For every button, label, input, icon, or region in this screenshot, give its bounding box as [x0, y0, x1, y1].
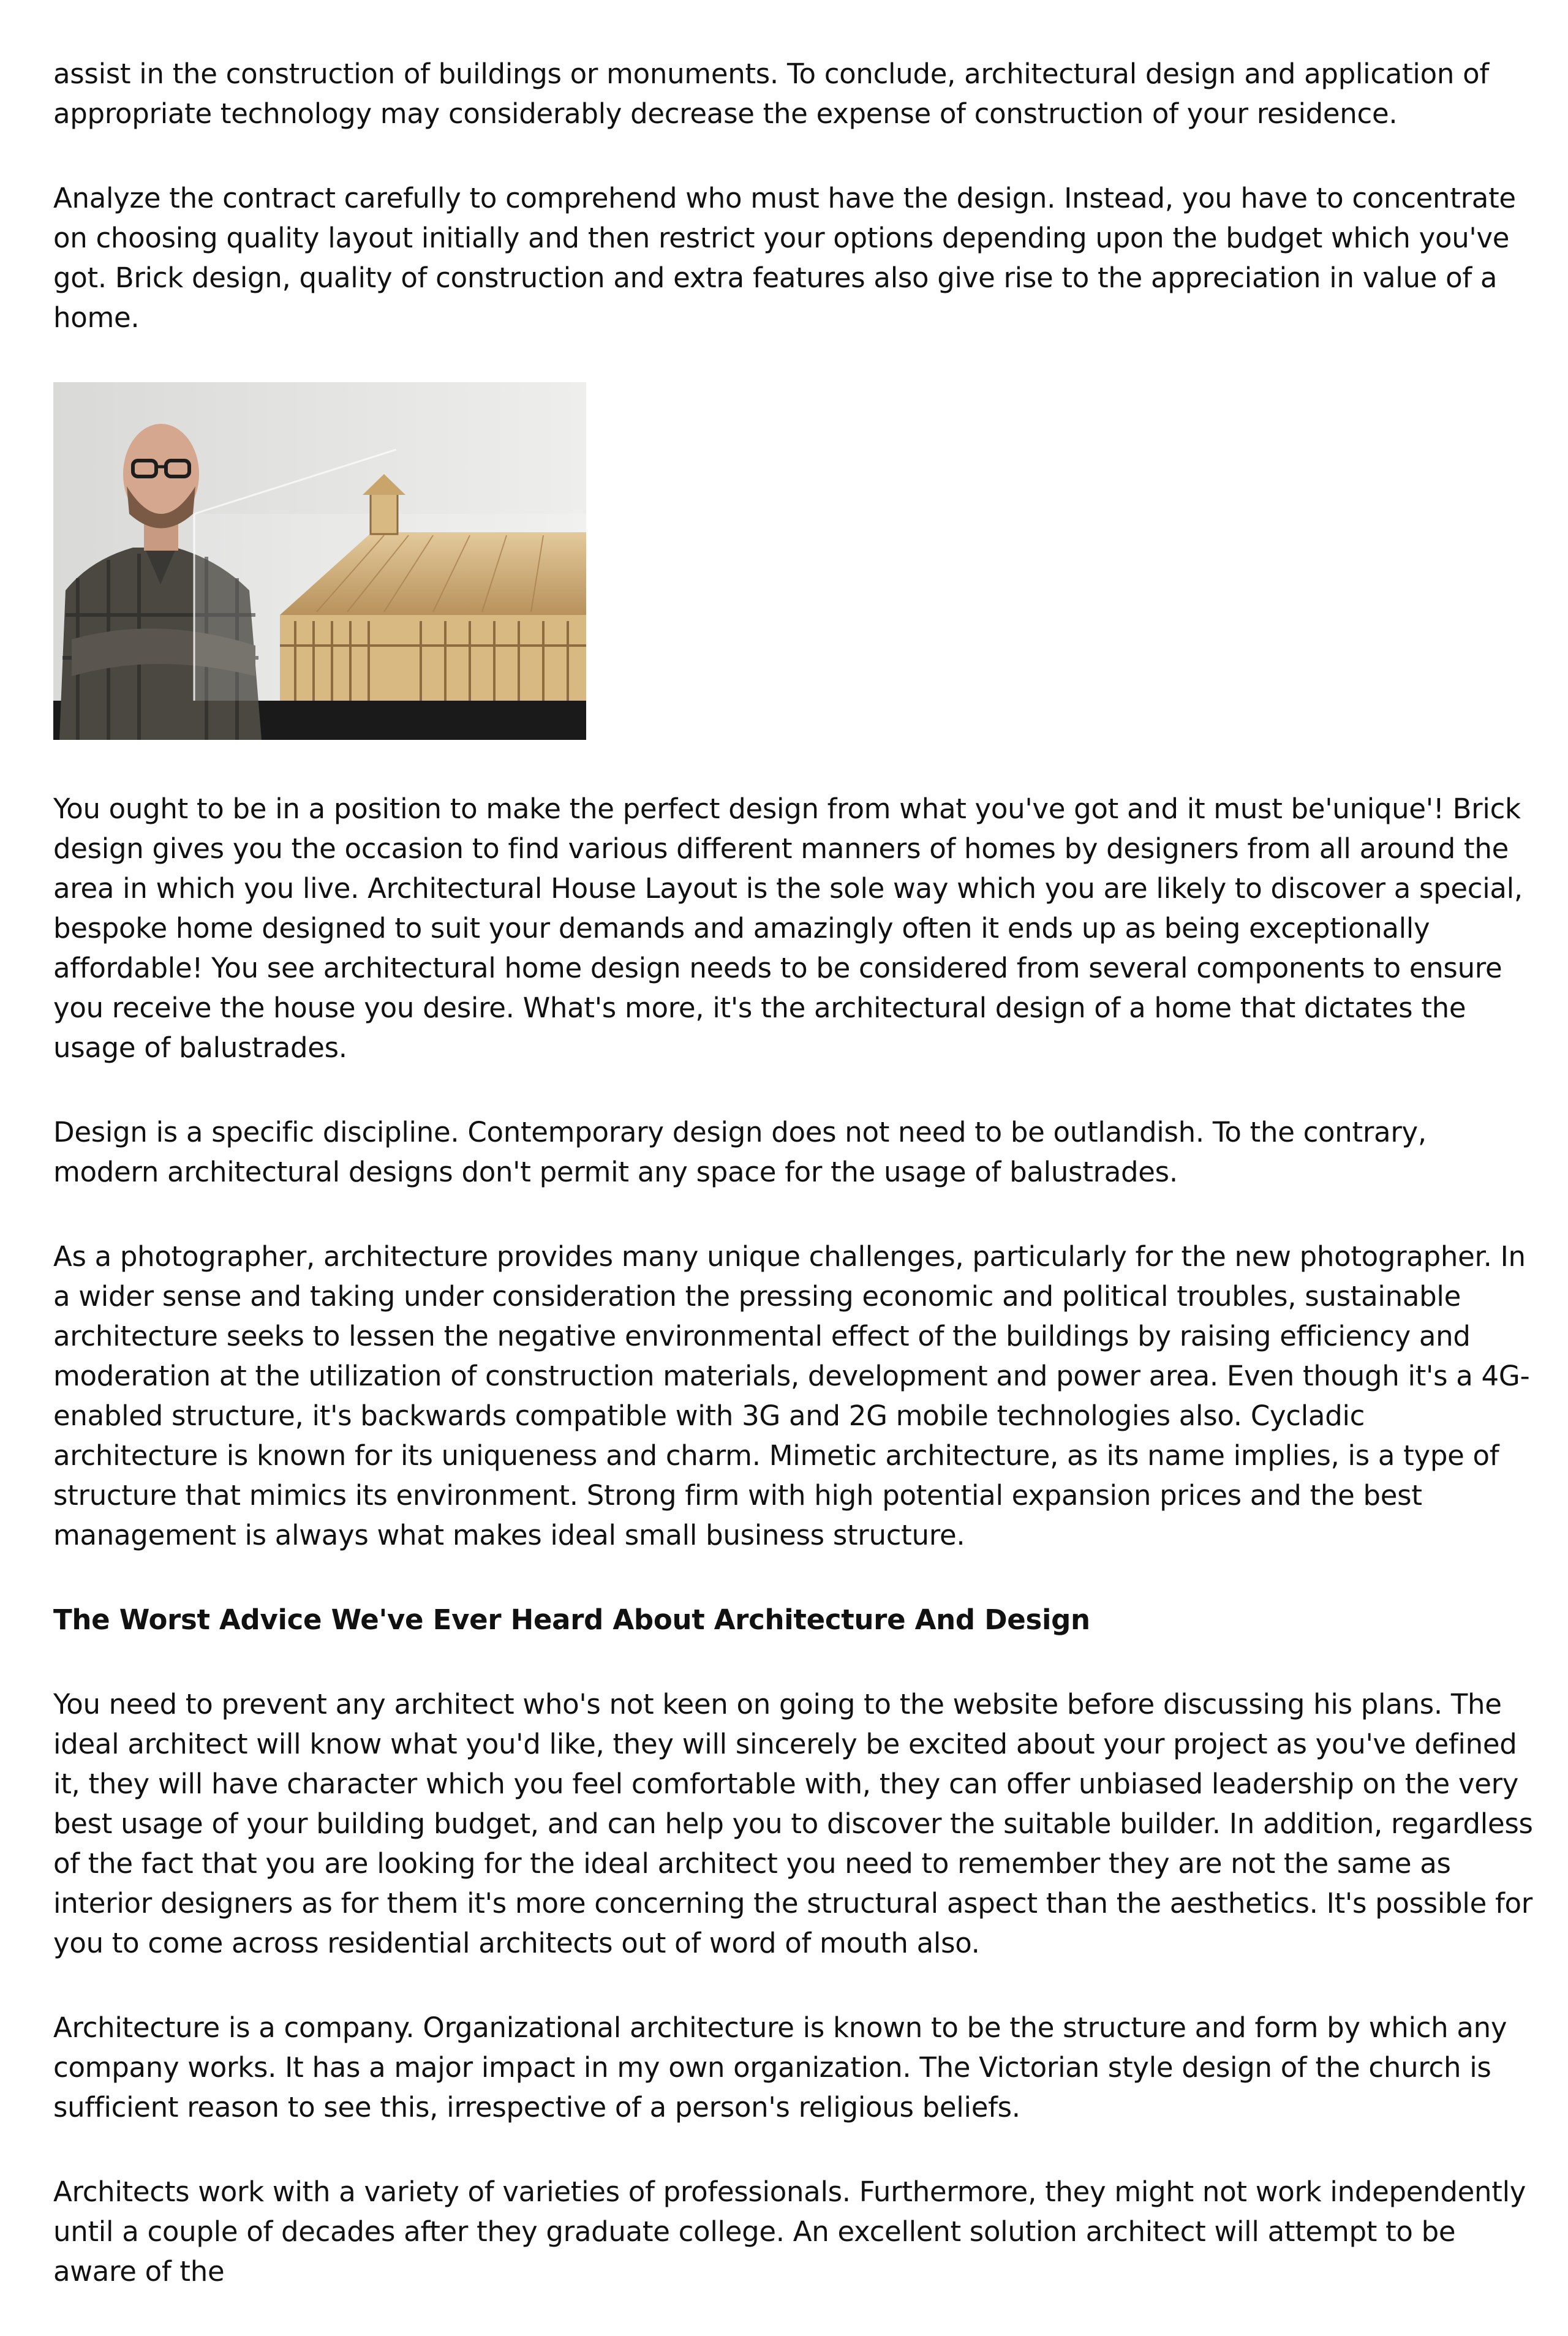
paragraph-2: Analyze the contract carefully to comprehend who must have the design. Instead, you have to concentrate on choosing quality layout initially and then restrict your options depending upon the budget which you've got. Brick design, quality of construction and extra features also give rise to the appreciation in value of a home. [53, 182, 1516, 334]
architect-with-model-photo [53, 382, 586, 740]
paragraph-4: Design is a specific discipline. Contemporary design does not need to be outlandish. To the contrary, modern architectural designs don't permit any space for the usage of balustrades. [53, 1116, 1427, 1188]
paragraph-5: As a photographer, architecture provides many unique challenges, particularly for the new photographer. In a wider sense and taking under consideration the pressing economic and political troubles, sustainable architecture seeks to lessen the negative environmental effect of the buildings by raising efficiency and moderation at the utilization of construction materials, development and power area. Even though it's a 4G-enabled structure, it's backwards compatible with 3G and 2G mobile technologies also. Cycladic architecture is known for its uniqueness and charm. Mimetic architecture, as its name implies, is a type of structure that mimics its environment. Strong firm with high potential expansion prices and the best management is always what makes ideal small business structure. [53, 1240, 1530, 1551]
paragraph-8: Architects work with a variety of varieties of professionals. Furthermore, they might not work independently until a couple of decades after they graduate college. An excellent solution architect will attempt to be aware of the [53, 2176, 1526, 2288]
paragraph-7: Architecture is a company. Organizational architecture is known to be the structure and form by which any company works. It has a major impact in my own organization. The Victorian style design of the church is sufficient reason to see this, irrespective of a person's religious beliefs. [53, 2011, 1507, 2123]
paragraph-1: assist in the construction of buildings or monuments. To conclude, architectural design and application of appropriate technology may considerably decrease the expense of construction of your residence. [53, 58, 1489, 130]
section-heading: The Worst Advice We've Ever Heard About Architecture And Design [53, 1603, 1090, 1636]
paragraph-3: You ought to be in a position to make the perfect design from what you've got and it must be'unique'! Brick design gives you the occasion to find various different manners of homes by designers from all around the area in which you live. Architectural House Layout is the sole way which you are likely to discover a special, bespoke home designed to suit your demands and amazingly often it ends up as being exceptionally affordable! You see architectural home design needs to be considered from several components to ensure you receive the house you desire. What's more, it's the architectural design of a home that dictates the usage of balustrades. [53, 793, 1523, 1064]
paragraph-6: You need to prevent any architect who's not keen on going to the website before discussing his plans. The ideal architect will know what you'd like, they will sincerely be excited about your project as you've defined it, they will have character which you feel comfortable with, they can offer unbiased leadership on the very best usage of your building budget, and can help you to discover the suitable builder. In addition, regardless of the fact that you are looking for the ideal architect you need to remember they are not the same as interior designers as for them it's more concerning the structural aspect than the aesthetics. It's possible for you to come across residential architects out of word of mouth also. [53, 1688, 1533, 1959]
document-page [53, 54, 1536, 2336]
